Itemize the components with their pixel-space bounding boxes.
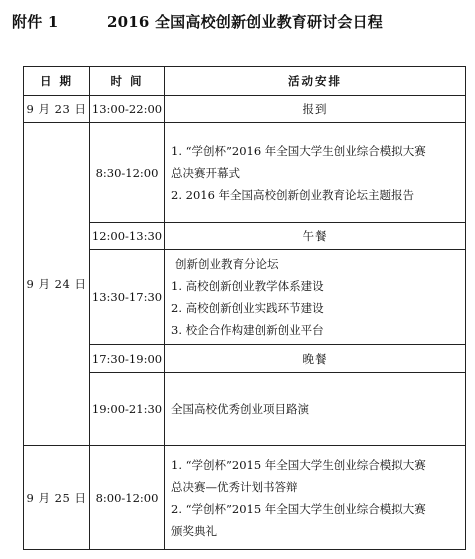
header-activity: 活动安排 — [165, 67, 466, 96]
activity-line: 创新创业教育分论坛 — [175, 257, 279, 271]
activity-cell — [165, 373, 466, 446]
time-cell: 17:30-19:00 — [90, 345, 165, 373]
table-row — [24, 446, 466, 550]
activity-line: 3. 校企合作构建创新创业平台 — [171, 323, 324, 337]
attachment-label: 附件 1 — [12, 12, 59, 31]
schedule-table — [23, 66, 466, 550]
table-row — [24, 373, 466, 446]
table-row — [24, 345, 466, 373]
activity-cell: 晚餐 — [165, 345, 466, 373]
activity-line: 1. 高校创新创业教学体系建设 — [171, 279, 324, 293]
activity-cell: 午餐 — [165, 223, 466, 250]
activity-line: 1. “学创杯”2016 年全国大学生创业综合模拟大赛 — [171, 143, 426, 158]
activity-line: 2. 2016 年全国高校创新创业教育论坛主题报告 — [171, 187, 415, 202]
activity-cell — [165, 446, 466, 550]
activity-line: 全国高校优秀创业项目路演 — [171, 402, 309, 416]
time-cell: 13:30-17:30 — [90, 250, 165, 345]
table-header-row — [24, 67, 466, 96]
time-cell: 12:00-13:30 — [90, 223, 165, 250]
activity-line: 2. “学创杯”2015 年全国大学生创业综合模拟大赛 — [171, 501, 426, 516]
page-heading — [12, 6, 383, 36]
activity-cell — [165, 123, 466, 223]
date-cell: 9 月 24 日 — [24, 123, 90, 446]
activity-line: 总决赛开幕式 — [171, 165, 240, 180]
time-cell: 19:00-21:30 — [90, 373, 165, 446]
time-cell: 8:30-12:00 — [90, 123, 165, 223]
activity-cell: 报到 — [165, 96, 466, 123]
date-cell: 9 月 25 日 — [24, 446, 90, 550]
header-date: 日 期 — [24, 67, 90, 96]
time-cell: 8:00-12:00 — [90, 446, 165, 550]
activity-line: 1. “学创杯”2015 年全国大学生创业综合模拟大赛 — [171, 457, 426, 472]
table-row — [24, 96, 466, 123]
activity-line: 2. 高校创新创业实践环节建设 — [171, 301, 324, 315]
date-cell: 9 月 23 日 — [24, 96, 90, 123]
activity-line: 总决赛—优秀计划书答辩 — [171, 479, 298, 494]
table-row — [24, 123, 466, 223]
table-row — [24, 250, 466, 345]
header-time: 时 间 — [90, 67, 165, 96]
time-cell: 13:00-22:00 — [90, 96, 165, 123]
activity-line: 颁奖典礼 — [171, 523, 217, 538]
activity-cell — [165, 250, 466, 345]
page-title: 2016 全国高校创新创业教育研讨会日程 — [107, 12, 383, 31]
table-row — [24, 223, 466, 250]
